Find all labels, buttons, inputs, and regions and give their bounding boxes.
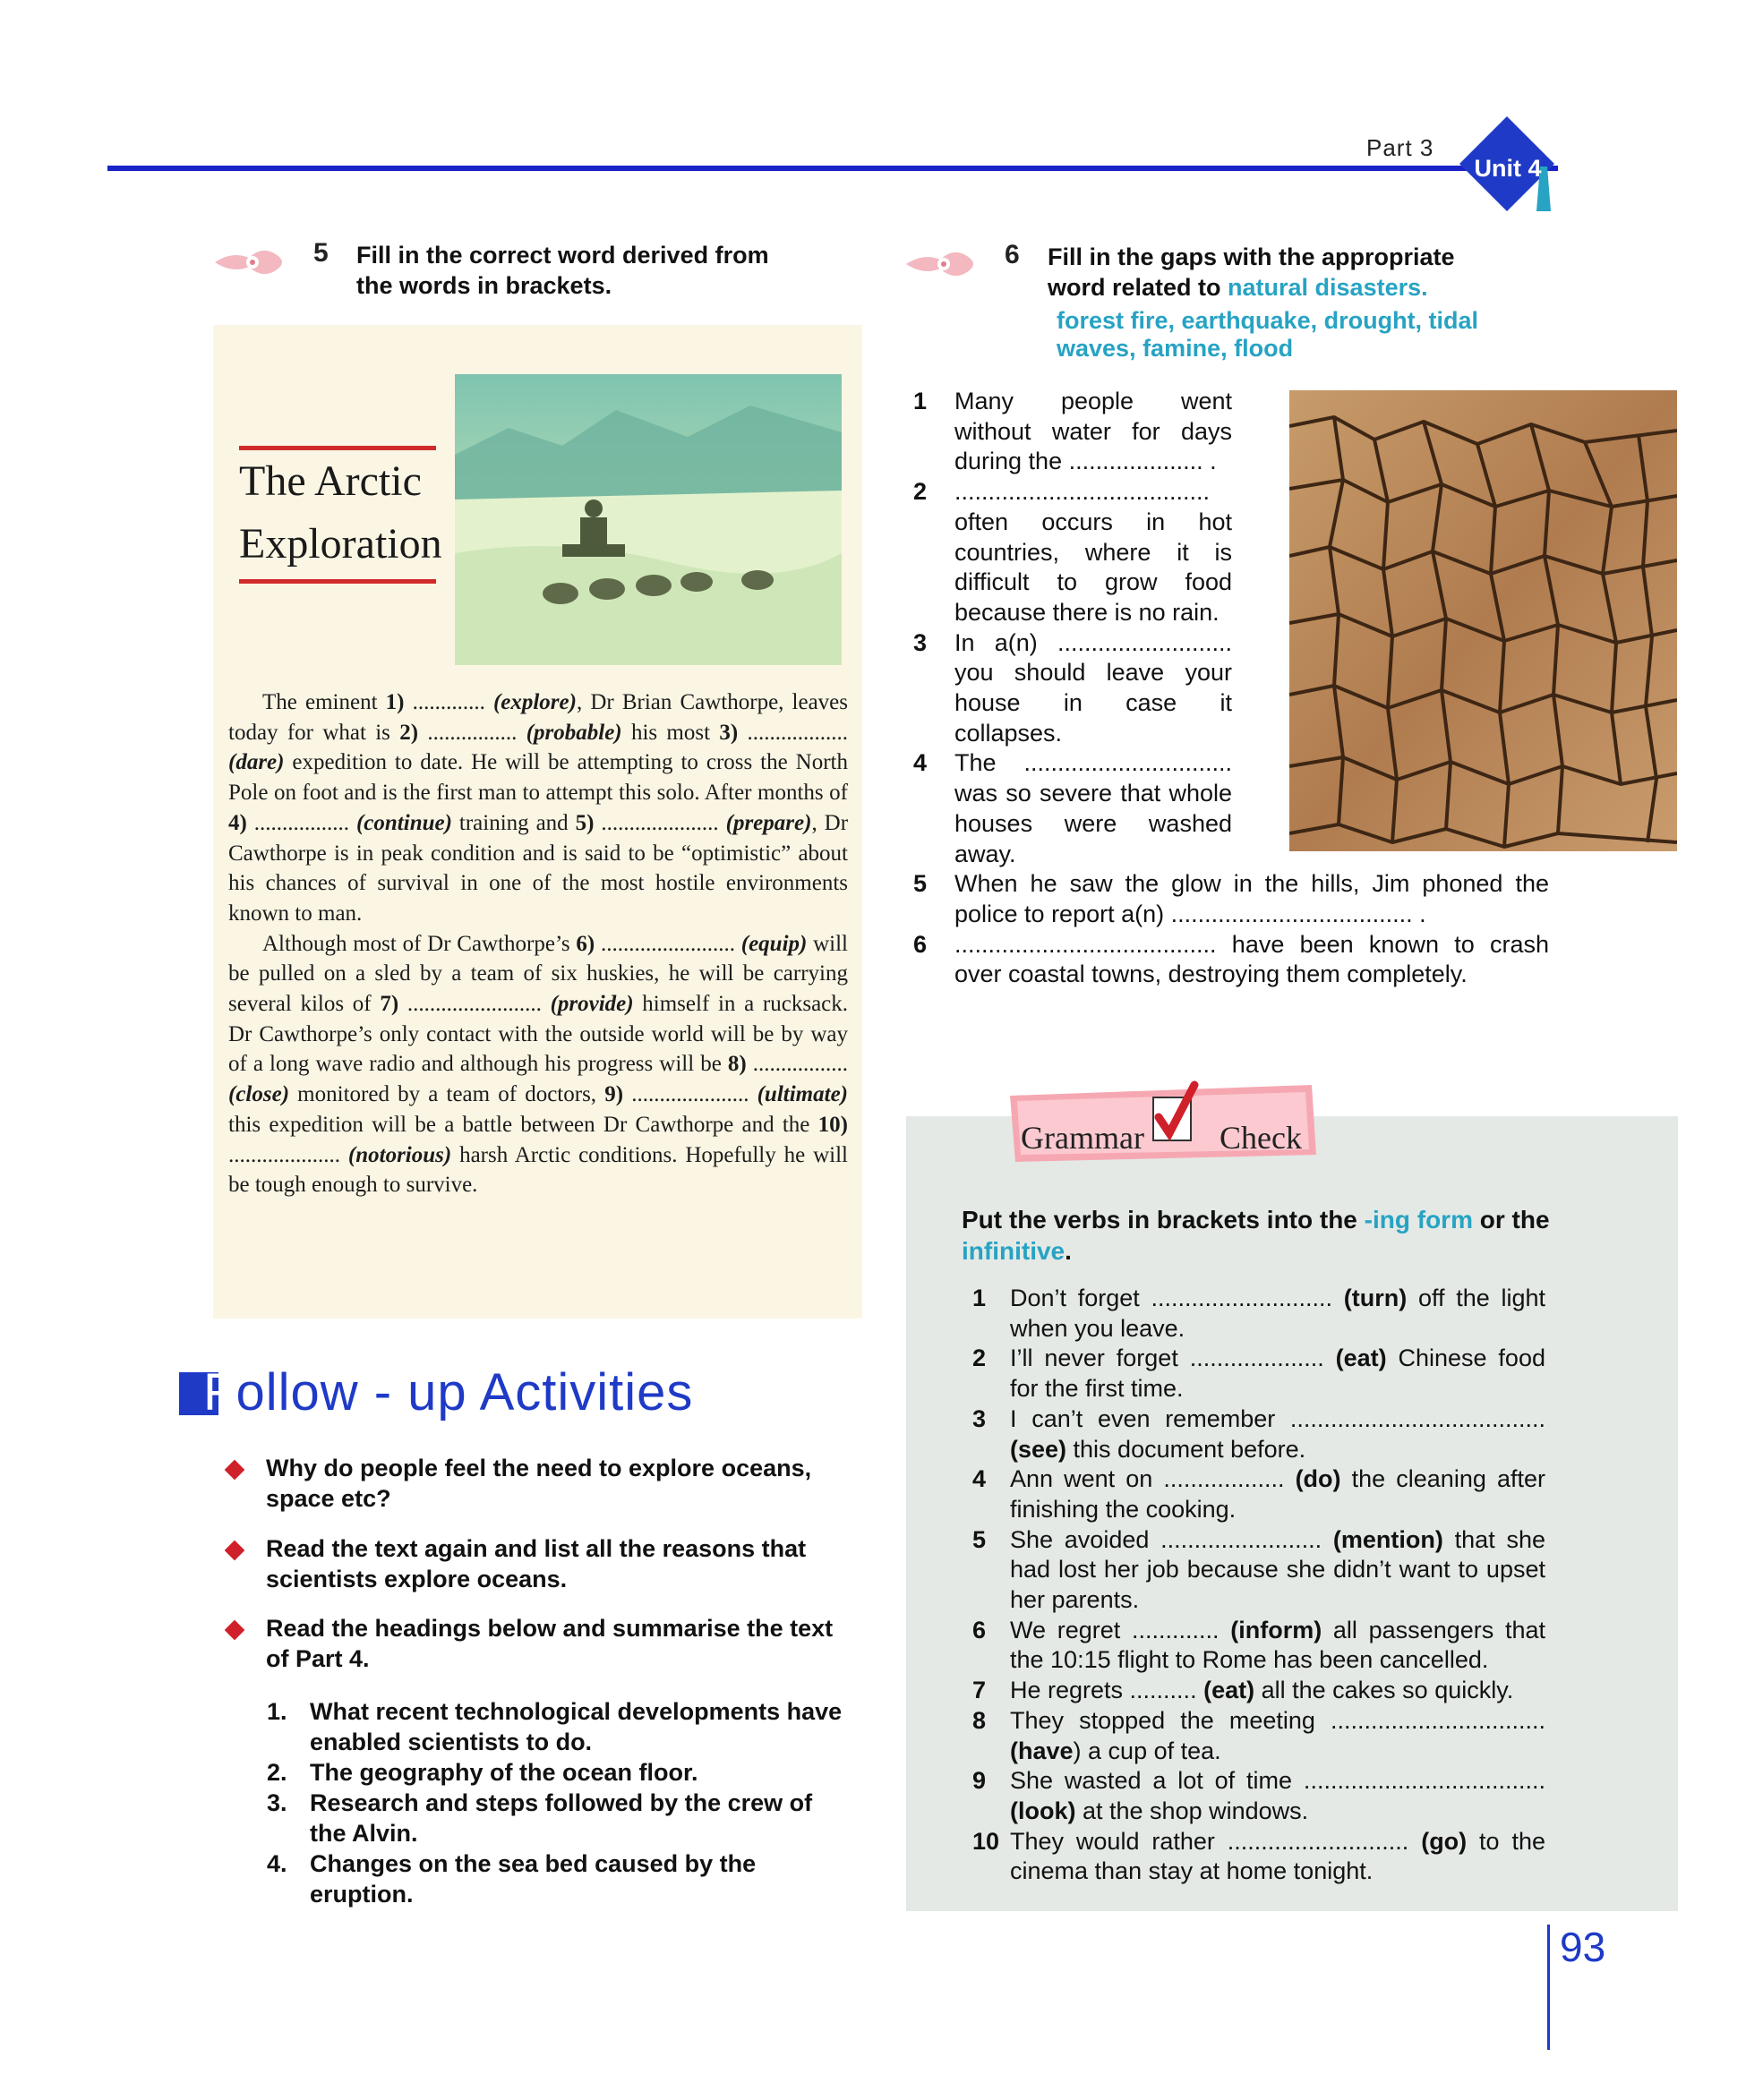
base-word: (notorious): [347, 1142, 452, 1167]
item-text: [1010, 1766, 1545, 1826]
item-text: [1010, 1404, 1545, 1464]
grammar-items: [972, 1284, 1545, 1887]
item-number: 3: [913, 628, 928, 656]
item-number: 8: [972, 1706, 987, 1734]
item-text-after: that she had lost her job because she didn’t want to upset her parents.: [1010, 1525, 1545, 1614]
exercise-5-number: 5: [313, 238, 329, 268]
item-text-after: off the light when you leave.: [1010, 1285, 1545, 1342]
item-number: 2: [972, 1345, 987, 1372]
item-text: [1010, 1676, 1545, 1706]
item-text: [1010, 1706, 1545, 1766]
header-rule: [107, 166, 1558, 171]
passage-text: ................: [418, 720, 526, 745]
passage-text: harsh Arctic conditions. Hopefully he will be tough enough to survive.: [228, 1142, 848, 1198]
exercise-6-instruction: [1048, 242, 1455, 303]
verb-prompt: (see): [1010, 1435, 1067, 1463]
item-number: 5: [972, 1525, 987, 1553]
gap-number: 8): [727, 1052, 747, 1077]
item-text-after: all the cakes so quickly.: [1254, 1677, 1514, 1704]
verb-prompt: (eat): [1335, 1345, 1387, 1372]
list-item: [267, 1788, 849, 1848]
passage-paragraph-2: [228, 929, 848, 1200]
instruction-text: .: [1065, 1237, 1072, 1265]
list-text: Research and steps followed by the crew of the Alvin.: [310, 1789, 813, 1847]
list-text: The geography of the ocean floor.: [310, 1759, 698, 1786]
exercise-5-passage: [228, 687, 848, 1200]
base-word: (close): [228, 1082, 290, 1107]
item-text: In a(n) .......................... you should leave your house in case it collapses.: [954, 628, 1232, 747]
item-text-after: this document before.: [1066, 1435, 1306, 1463]
base-word: (explore): [492, 690, 577, 714]
item-text: ...................................... often occurs in hot countries, where it is difficult to grow food because there is no rain.: [954, 478, 1232, 626]
passage-text: Although most of Dr Cawthorpe’s: [262, 931, 577, 956]
item-text: ....................................... have been known to crash over coastal towns, destroying them completely.: [954, 930, 1549, 988]
arctic-sled-photo: [455, 374, 842, 665]
item-text: [1010, 1616, 1545, 1676]
banner-word-check: Check: [1220, 1120, 1302, 1156]
verb-prompt: (eat): [1203, 1677, 1255, 1704]
item-number: 4: [913, 749, 928, 777]
item-text-before: I can’t even remember ......................................: [1010, 1404, 1545, 1432]
gap-number: 4): [228, 810, 247, 835]
instruction-line: Fill in the gaps with the appropriate: [1048, 243, 1455, 270]
diamond-bullet-icon: [225, 1541, 245, 1561]
follow-up-item: Why do people feel the need to explore oceans, space etc?: [266, 1455, 812, 1512]
exercise-pointer-icon: [904, 243, 983, 285]
verb-prompt: (go): [1421, 1827, 1468, 1855]
item-text: The ............................... was so severe that whole houses were washed away.: [954, 749, 1232, 867]
item-text-before: Don’t forget ...........................: [1010, 1285, 1344, 1311]
instruction-line: Fill in the correct word derived from: [356, 242, 769, 269]
word-bank: forest fire, earthquake, drought, tidal waves, famine, flood: [1057, 307, 1479, 362]
passage-text: expedition to date. He will be attempting to cross the North Pole on foot and is the first man to attempt this solo. After months of: [228, 750, 848, 806]
follow-up-title: [203, 1362, 693, 1422]
base-word: (equip): [740, 931, 808, 956]
item-text-before: He regrets ..........: [1010, 1677, 1204, 1704]
list-item: [913, 869, 1549, 929]
verb-prompt: (do): [1295, 1465, 1341, 1493]
passage-text: ........................: [398, 992, 551, 1017]
grammar-item: [972, 1464, 1545, 1524]
passage-text: .....................: [623, 1082, 757, 1107]
passage-text: ..................: [738, 720, 849, 745]
item-text: When he saw the glow in the hills, Jim phoned the police to report a(n) .................................... .: [954, 870, 1549, 927]
instruction-text: word related to: [1048, 274, 1228, 301]
item-text-before: They stopped the meeting ................................: [1010, 1706, 1545, 1734]
grammar-item: [972, 1525, 1545, 1616]
item-number: 6: [913, 930, 928, 958]
passage-text: .....................: [594, 810, 726, 835]
item-text-after: to the cinema than stay at home tonight.: [1010, 1827, 1545, 1885]
item-text: [1010, 1284, 1545, 1344]
exercise-pointer-icon: [213, 242, 292, 283]
passage-text: .............: [404, 690, 493, 714]
instruction-line: [1048, 272, 1455, 303]
diamond-bullet-icon: [225, 1460, 245, 1481]
follow-up-item: Read the headings below and summarise the text of Part 4.: [266, 1615, 834, 1672]
instruction-accent: natural disasters.: [1228, 274, 1428, 301]
grammar-item: [972, 1766, 1545, 1826]
item-text-before: Ann went on ..................: [1010, 1465, 1296, 1493]
list-item: [267, 1696, 849, 1757]
item-number: 9: [972, 1767, 987, 1795]
base-word: (continue): [355, 810, 452, 835]
item-text-after: at the shop windows.: [1075, 1797, 1309, 1824]
passage-text: monitored by a team of doctors,: [289, 1082, 605, 1107]
passage-text: , Dr Brian Cawthorpe, leaves today for what is: [228, 690, 848, 745]
diamond-bullet-icon: [225, 1620, 245, 1641]
passage-text: will be pulled on a sled by a team of six huskies, he will be carrying several kilos of: [228, 931, 849, 1017]
item-text: [1010, 1464, 1545, 1524]
item-text: [1010, 1344, 1545, 1404]
verb-prompt: (inform): [1230, 1616, 1322, 1643]
item-text-after: Chinese food for the first time.: [1010, 1345, 1545, 1403]
article-title-block: [239, 446, 442, 584]
base-word: (probable): [526, 720, 622, 745]
list-number: 3.: [267, 1789, 287, 1816]
instruction-accent: -ing form: [1364, 1206, 1473, 1234]
article-title-line: The Arctic: [239, 457, 422, 505]
drought-cracked-earth-photo: [1289, 390, 1677, 851]
item-number: 7: [972, 1677, 987, 1704]
instruction-text: Put the verbs in brackets into the: [962, 1206, 1365, 1234]
item-number: 6: [972, 1616, 987, 1643]
verb-prompt: (turn): [1343, 1285, 1408, 1311]
item-text-before: We regret .............: [1010, 1616, 1231, 1643]
part-label: Part 3: [1366, 134, 1434, 161]
gap-number: 9): [604, 1082, 624, 1107]
grammar-item: [972, 1706, 1545, 1766]
article-title-line: Exploration: [239, 520, 442, 568]
gap-number: 3): [719, 720, 739, 745]
list-item: [267, 1757, 849, 1788]
item-number: 5: [913, 870, 928, 898]
list-number: 1.: [267, 1698, 287, 1725]
passage-text: .................: [746, 1052, 849, 1077]
page-number-rule: [1547, 1925, 1550, 2050]
headings-list: [267, 1696, 849, 1909]
gap-number: 6): [576, 931, 595, 956]
item-number: 2: [913, 478, 928, 506]
item-number: 4: [972, 1465, 987, 1493]
instruction-line: the words in brackets.: [356, 272, 612, 299]
passage-text: himself in a rucksack. Dr Cawthorpe’s only contact with the outside world will be by way of a long wave radio and although his progress will be: [228, 992, 849, 1077]
list-number: 4.: [267, 1850, 287, 1877]
passage-paragraph-1: [228, 687, 848, 929]
gap-number: 2): [399, 720, 419, 745]
item-text-before: She wasted a lot of time ....................................: [1010, 1767, 1545, 1795]
passage-text: ....................: [228, 1142, 348, 1167]
item-text: [1010, 1525, 1545, 1616]
list-number: 2.: [267, 1759, 287, 1786]
grammar-instruction: [962, 1204, 1588, 1267]
item-number: 3: [972, 1404, 987, 1432]
base-word: (ultimate): [757, 1082, 848, 1107]
item-number: 10: [972, 1827, 1000, 1855]
page-number: 93: [1560, 1924, 1606, 1970]
grammar-item: [972, 1284, 1545, 1344]
grammar-item: [972, 1404, 1545, 1464]
exercise-5-instruction: [356, 240, 769, 301]
passage-text: .................: [246, 810, 356, 835]
base-word: (provide): [550, 992, 634, 1017]
grammar-item: [972, 1827, 1545, 1887]
exercise-6-number: 6: [1005, 240, 1020, 269]
item-text-before: They would rather ...........................: [1010, 1827, 1422, 1855]
verb-prompt: (look): [1010, 1797, 1076, 1824]
item-text-before: I’ll never forget ....................: [1010, 1345, 1336, 1372]
grammar-item: [972, 1344, 1545, 1404]
base-word: (prepare): [725, 810, 812, 835]
grammar-item: [972, 1616, 1545, 1676]
item-text: [1010, 1827, 1545, 1887]
passage-text: The eminent: [262, 690, 386, 714]
passage-text: ........................: [595, 931, 741, 956]
base-word: (dare): [228, 750, 285, 775]
item-text-after: ) a cup of tea.: [1073, 1737, 1221, 1764]
title-rest: ollow - up Activities: [235, 1363, 694, 1421]
gap-number: 1): [385, 690, 405, 714]
grammar-item: [972, 1676, 1545, 1706]
list-item: [913, 930, 1549, 990]
item-text-after: the cleaning after finishing the cooking.: [1010, 1465, 1545, 1523]
list-text: What recent technological developments have enabled scientists to do.: [310, 1698, 843, 1755]
banner-word-grammar: Grammar: [1021, 1120, 1144, 1156]
list-text: Changes on the sea bed caused by the eruption.: [310, 1850, 757, 1908]
passage-text: , Dr Cawthorpe is in peak condition and is said to be “optimistic” about his chances of survival in one of the most hostile environments known to man.: [228, 810, 849, 926]
title-rule-bottom: [239, 579, 436, 584]
follow-up-item: Read the text again and list all the reasons that scientists explore oceans.: [266, 1535, 807, 1592]
unit-label: Unit 4: [1474, 155, 1542, 182]
gap-number: 7): [380, 992, 399, 1017]
passage-text: his most: [621, 720, 720, 745]
item-number: 1: [913, 388, 928, 414]
item-text-after: all passengers that the 10:15 flight to Rome has been cancelled.: [1010, 1616, 1545, 1674]
item-number: 1: [972, 1285, 987, 1311]
passage-text: this expedition will be a battle between Dr Cawthorpe and the: [228, 1112, 818, 1137]
instruction-accent: infinitive: [962, 1237, 1066, 1265]
instruction-text: or the: [1472, 1206, 1550, 1234]
title-initial: F: [203, 1363, 236, 1421]
item-text: Many people went without water for days during the .................... .: [954, 388, 1232, 475]
gap-number: 10): [817, 1112, 848, 1137]
verb-prompt: (have: [1010, 1737, 1074, 1764]
gap-number: 5): [575, 810, 595, 835]
item-text-before: She avoided ........................: [1010, 1525, 1333, 1553]
list-item: [267, 1848, 849, 1909]
verb-prompt: (mention): [1332, 1525, 1443, 1553]
passage-text: training and: [451, 810, 576, 835]
